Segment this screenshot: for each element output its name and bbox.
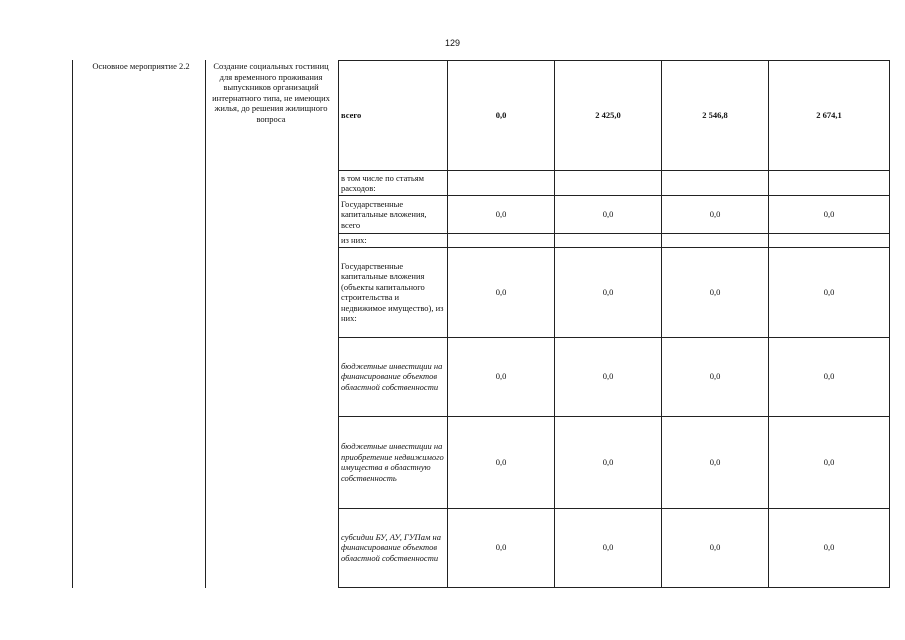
- left-border-line: [72, 60, 73, 588]
- value-cell: 0,0: [662, 416, 769, 508]
- value-cell: [555, 171, 662, 196]
- row-label: из них:: [339, 234, 448, 248]
- value-cell: 0,0: [769, 196, 890, 234]
- value-cell: 0,0: [769, 508, 890, 587]
- table-row-budget-investments-financing: [339, 337, 890, 416]
- table-row-capital-investments-total: [339, 196, 890, 234]
- value-cell: 0,0: [555, 508, 662, 587]
- column-divider-line: [205, 60, 206, 588]
- value-cell: 0,0: [555, 196, 662, 234]
- row-label: субсидии БУ, АУ, ГУПам на финансирование объектов областной собственности: [339, 508, 448, 587]
- table-row-capital-construction: [339, 247, 890, 337]
- page-number: 129: [444, 38, 461, 48]
- value-cell: 2 546,8: [662, 61, 769, 171]
- value-cell: 0,0: [555, 416, 662, 508]
- value-cell: 2 674,1: [769, 61, 890, 171]
- row-label: Государственные капитальные вложения, всего: [339, 196, 448, 234]
- row-label: Государственные капитальные вложения (объекты капитального строительства и недвижимое имущество), из них:: [339, 247, 448, 337]
- row-label: бюджетные инвестиции на финансирование объектов областной собственности: [339, 337, 448, 416]
- value-cell: [769, 234, 890, 248]
- value-cell: [448, 171, 555, 196]
- event-title: Основное мероприятие 2.2: [92, 61, 190, 71]
- row-label: в том числе по статьям расходов:: [339, 171, 448, 196]
- value-cell: 0,0: [448, 508, 555, 587]
- value-cell: 0,0: [448, 61, 555, 171]
- value-cell: 0,0: [555, 247, 662, 337]
- table-row-total: [339, 61, 890, 171]
- value-cell: [662, 171, 769, 196]
- value-cell: 0,0: [448, 337, 555, 416]
- table-row-by-articles: [339, 171, 890, 196]
- value-cell: 0,0: [662, 247, 769, 337]
- value-cell: 0,0: [555, 337, 662, 416]
- table-row-budget-investments-acquisition: [339, 416, 890, 508]
- value-cell: 0,0: [769, 337, 890, 416]
- value-cell: [448, 234, 555, 248]
- value-cell: 0,0: [662, 196, 769, 234]
- value-cell: 2 425,0: [555, 61, 662, 171]
- row-label: бюджетные инвестиции на приобретение недвижимого имущества в областную собственность: [339, 416, 448, 508]
- table-row-of-them: [339, 234, 890, 248]
- value-cell: 0,0: [448, 416, 555, 508]
- funding-table: [338, 60, 890, 588]
- row-label: всего: [339, 61, 448, 171]
- value-cell: 0,0: [662, 337, 769, 416]
- value-cell: [662, 234, 769, 248]
- value-cell: [769, 171, 890, 196]
- value-cell: 0,0: [448, 196, 555, 234]
- value-cell: 0,0: [448, 247, 555, 337]
- event-description: Создание социальных гостиниц для временного проживания выпускников организаций интернатного типа, не имеющих жилья, до решения жилищного вопроса: [212, 61, 330, 124]
- table-row-subsidies: [339, 508, 890, 587]
- value-cell: 0,0: [769, 247, 890, 337]
- value-cell: 0,0: [769, 416, 890, 508]
- value-cell: 0,0: [662, 508, 769, 587]
- value-cell: [555, 234, 662, 248]
